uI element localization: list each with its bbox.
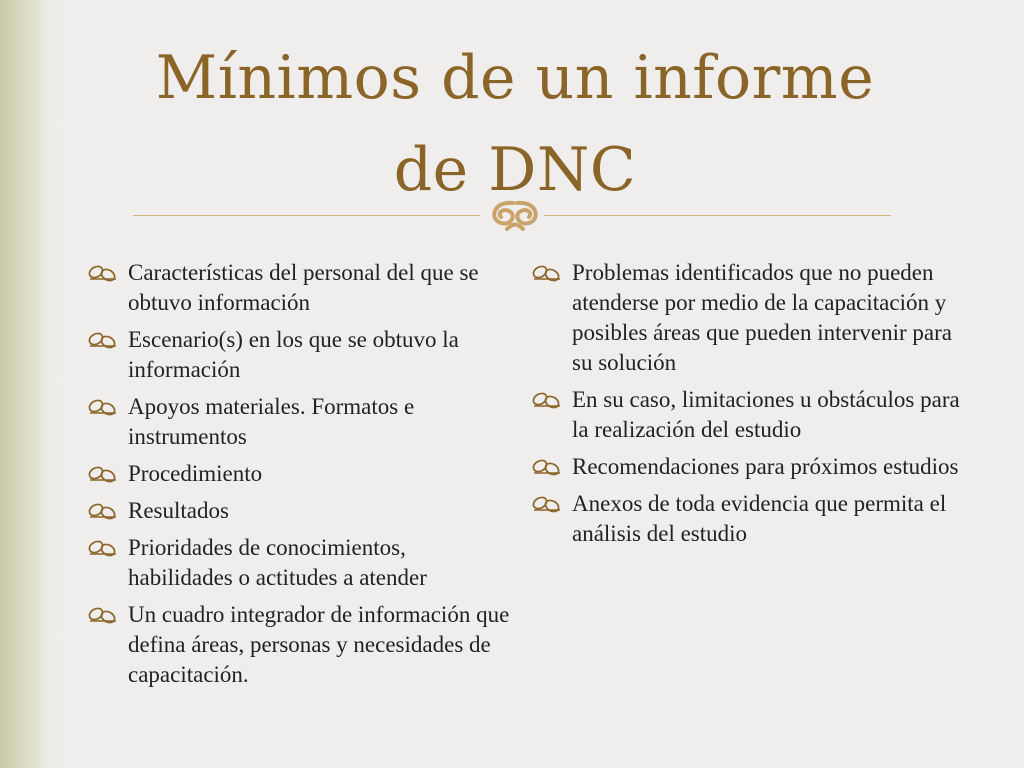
- double-loop-bullet-icon: [530, 385, 564, 415]
- list-item: [530, 452, 970, 482]
- double-loop-bullet-icon: [86, 533, 120, 563]
- title-line-2: de DNC: [393, 135, 637, 205]
- list-item-text: Recomendaciones para próximos estudios: [572, 454, 959, 479]
- list-item-text: Prioridades de conocimientos, habilidades o actitudes a atender: [128, 535, 427, 590]
- left-column: [86, 258, 516, 697]
- double-loop-bullet-icon: [530, 258, 564, 288]
- list-item-text: Apoyos materiales. Formatos e instrumentos: [128, 394, 415, 449]
- list-item-text: Escenario(s) en los que se obtuvo la información: [128, 327, 459, 382]
- list-item: [86, 392, 516, 452]
- right-column: [530, 258, 970, 556]
- double-loop-bullet-icon: [86, 600, 120, 630]
- list-item-text: Anexos de toda evidencia que permita el análisis del estudio: [572, 491, 947, 546]
- double-loop-bullet-icon: [86, 496, 120, 526]
- title-divider-right: [544, 215, 891, 216]
- slide-title: [100, 32, 930, 216]
- list-item-text: En su caso, limitaciones u obstáculos para la realización del estudio: [572, 387, 960, 442]
- list-item: [530, 489, 970, 549]
- title-line-1: Mínimos de un informe: [155, 43, 875, 113]
- list-item-text: Un cuadro integrador de información que defina áreas, personas y necesidades de capacitación.: [128, 602, 510, 687]
- double-loop-bullet-icon: [86, 325, 120, 355]
- list-item-text: Problemas identificados que no pueden atenderse por medio de la capacitación y posibles áreas que pueden intervenir para su solución: [572, 260, 952, 375]
- double-loop-bullet-icon: [86, 459, 120, 489]
- double-loop-bullet-icon: [530, 452, 564, 482]
- list-item-text: Características del personal del que se obtuvo información: [128, 260, 479, 315]
- list-item-text: Resultados: [128, 498, 229, 523]
- list-item: [530, 258, 970, 378]
- list-item: [86, 459, 516, 489]
- flourish-icon: [483, 193, 547, 237]
- list-item-text: Procedimiento: [128, 461, 263, 486]
- list-item: [86, 258, 516, 318]
- title-divider-left: [133, 215, 480, 216]
- list-item: [530, 385, 970, 445]
- list-item: [86, 600, 516, 690]
- list-item: [86, 533, 516, 593]
- double-loop-bullet-icon: [530, 489, 564, 519]
- double-loop-bullet-icon: [86, 392, 120, 422]
- double-loop-bullet-icon: [86, 258, 120, 288]
- list-item: [86, 325, 516, 385]
- list-item: [86, 496, 516, 526]
